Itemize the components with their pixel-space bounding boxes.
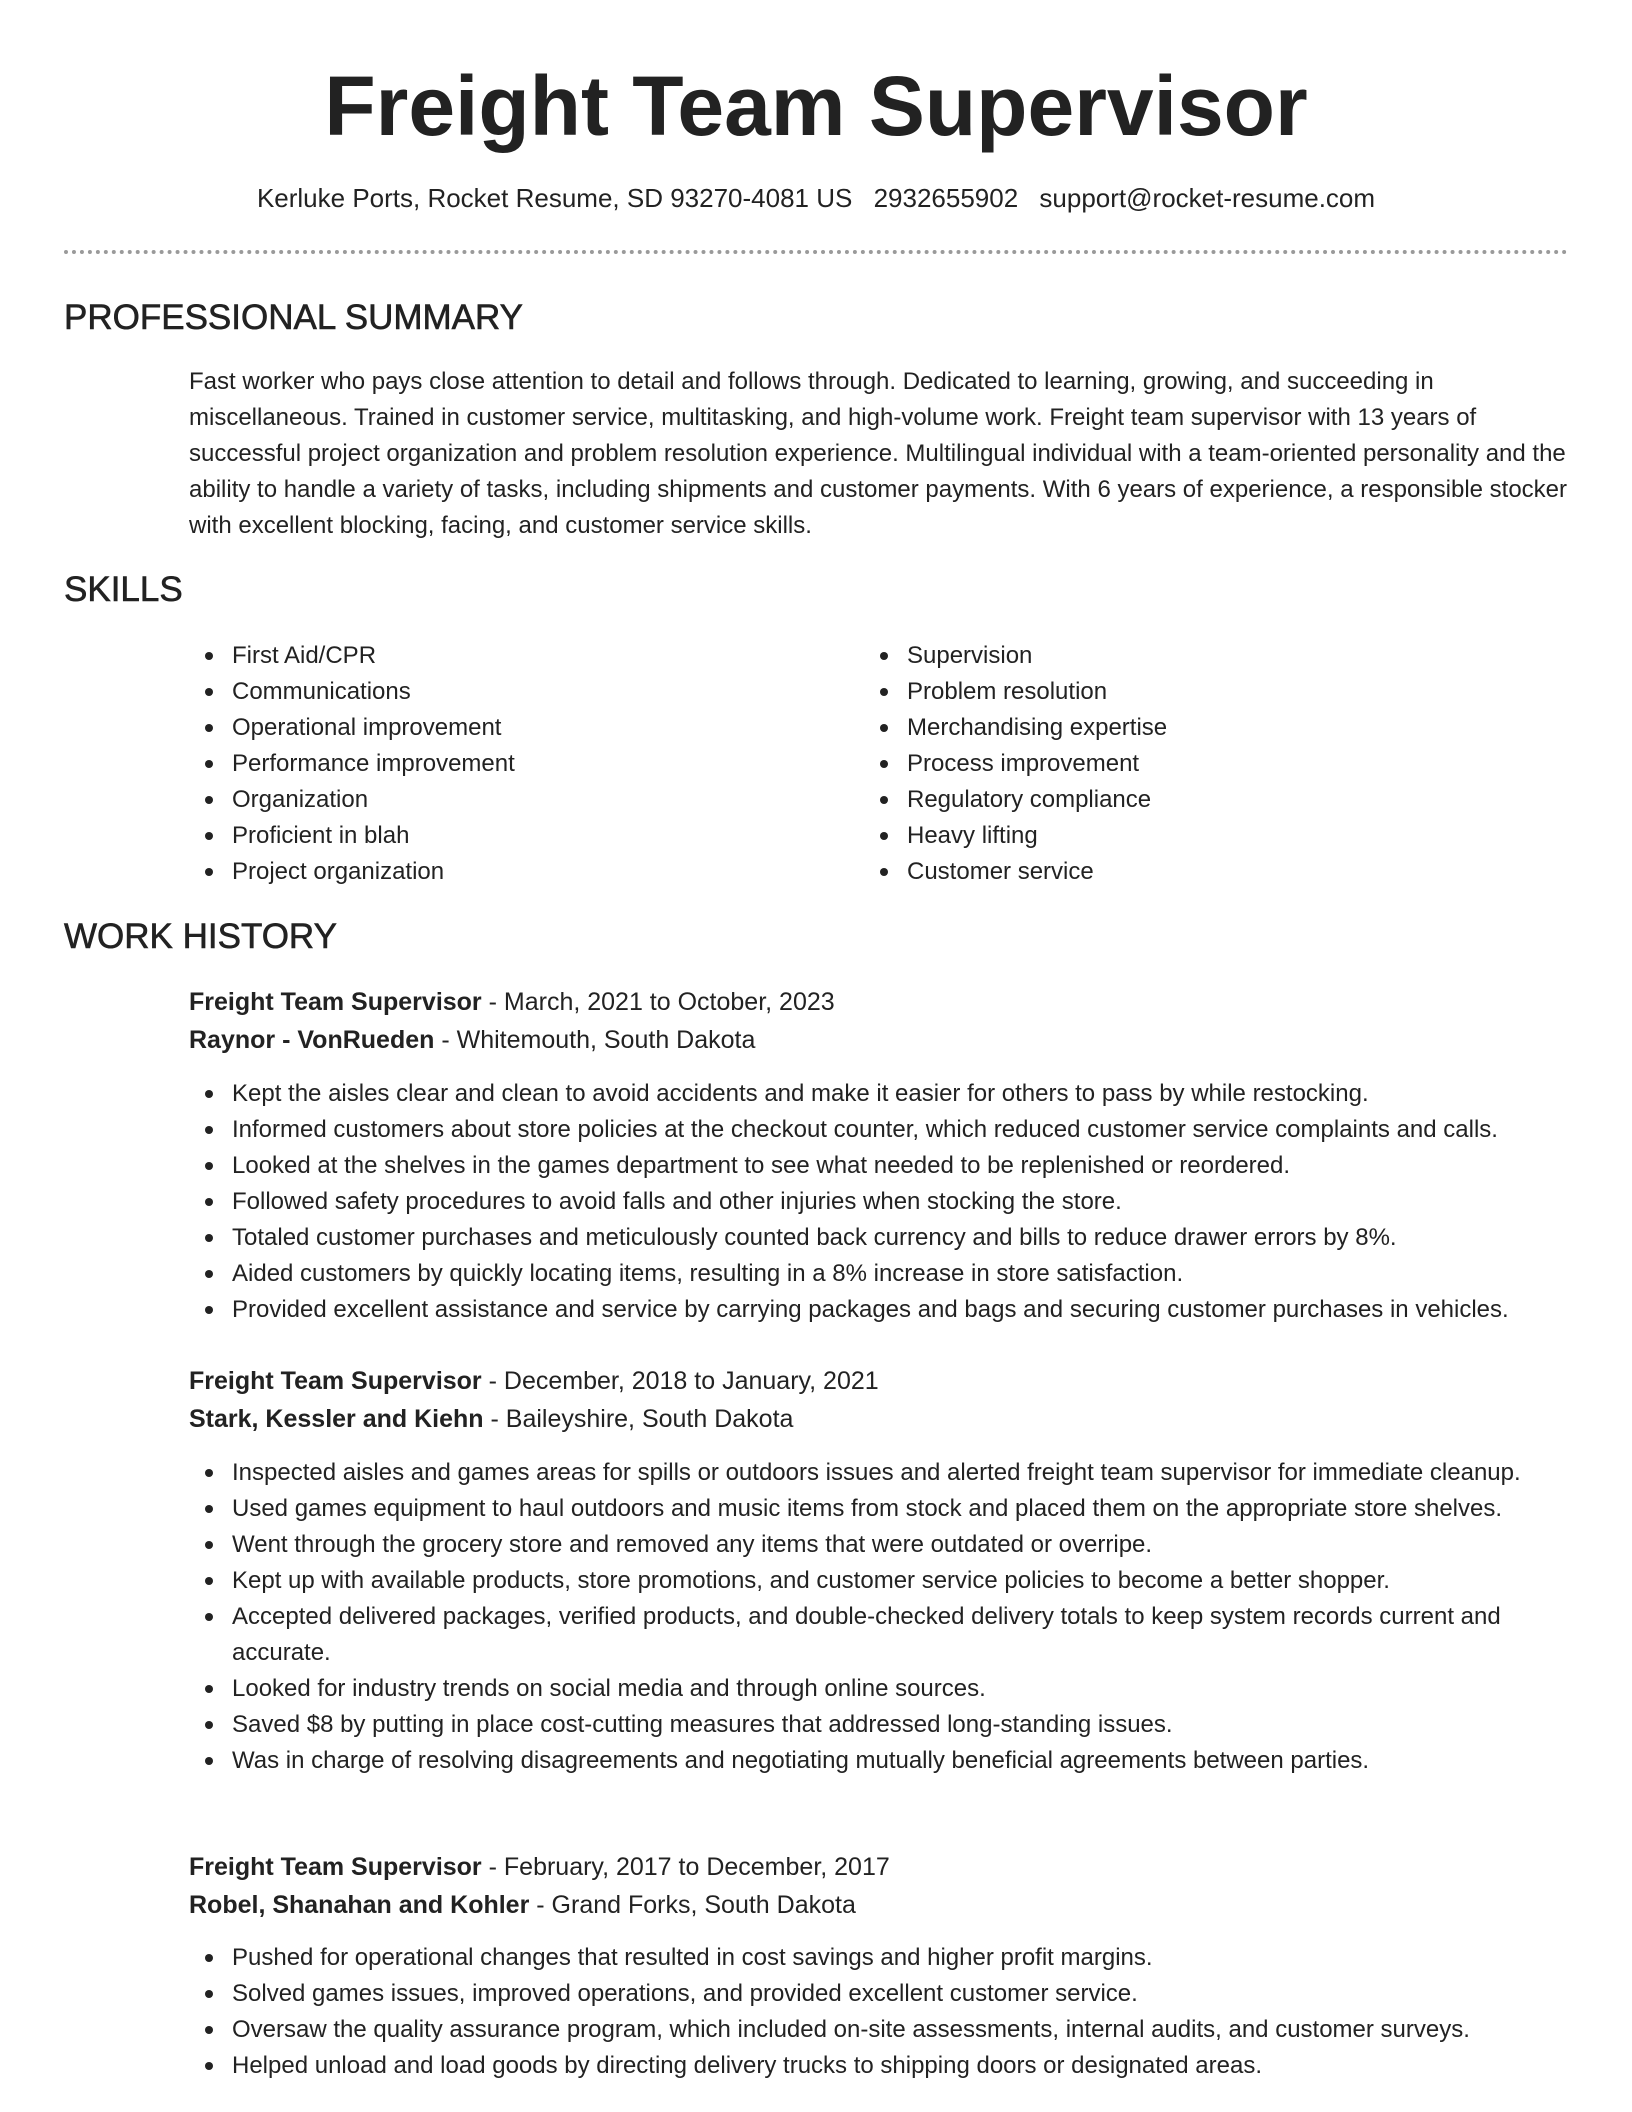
job-role: Freight Team Supervisor: [189, 1367, 482, 1395]
skill-item: Problem resolution: [864, 674, 1484, 710]
job-bullet: Kept up with available products, store promotions, and customer service policies to become a better shopper.: [189, 1563, 1589, 1599]
skills-list-right: [864, 638, 1484, 890]
job-bullets: [189, 1076, 1589, 1328]
job-bullet: Totaled customer purchases and meticulously counted back currency and bills to reduce drawer errors by 8%.: [189, 1220, 1589, 1256]
skill-item: Merchandising expertise: [864, 710, 1484, 746]
skill-item: Proficient in blah: [189, 818, 809, 854]
skills-list-left: [189, 638, 809, 890]
job-bullet: Was in charge of resolving disagreements and negotiating mutually beneficial agreements between parties.: [189, 1743, 1589, 1779]
job-company: Robel, Shanahan and Kohler: [189, 1891, 530, 1919]
job-bullet: Provided excellent assistance and service by carrying packages and bags and securing customer purchases in vehicles.: [189, 1292, 1589, 1328]
contact-email: support@rocket-resume.com: [1039, 183, 1376, 213]
job-bullets: [189, 1455, 1589, 1779]
job-bullet: Oversaw the quality assurance program, which included on-site assessments, internal audits, and customer surveys.: [189, 2012, 1589, 2048]
resume-name: Freight Team Supervisor: [324, 59, 1308, 153]
job-title-line: [189, 1848, 890, 1886]
section-title-skills: SKILLS: [64, 570, 183, 609]
job-location: - Whitemouth, South Dakota: [434, 1026, 756, 1054]
contact-line: [0, 180, 1632, 216]
job-bullet: Inspected aisles and games areas for spills or outdoors issues and alerted freight team supervisor for immediate cleanup.: [189, 1455, 1589, 1491]
job-bullet: Pushed for operational changes that resulted in cost savings and higher profit margins.: [189, 1940, 1589, 1976]
job-company-line: [189, 1021, 755, 1059]
job-bullet: Kept the aisles clear and clean to avoid accidents and make it easier for others to pass by while restocking.: [189, 1076, 1589, 1112]
job-bullet: Aided customers by quickly locating items, resulting in a 8% increase in store satisfaction.: [189, 1256, 1589, 1292]
skill-item: Organization: [189, 782, 809, 818]
job-location: - Baileyshire, South Dakota: [483, 1405, 794, 1433]
job-company-line: [189, 1400, 793, 1438]
contact-address: Kerluke Ports, Rocket Resume, SD 93270-4081 US: [256, 183, 853, 213]
job-company: Raynor - VonRueden: [189, 1026, 435, 1054]
skill-item: First Aid/CPR: [189, 638, 809, 674]
job-bullet: Solved games issues, improved operations, and provided excellent customer service.: [189, 1976, 1589, 2012]
header-divider: [64, 250, 1568, 254]
job-company: Stark, Kessler and Kiehn: [189, 1405, 484, 1433]
job-dates: - December, 2018 to January, 2021: [481, 1367, 879, 1395]
job-title-line: [189, 983, 835, 1021]
job-role: Freight Team Supervisor: [189, 1853, 482, 1881]
job-location: - Grand Forks, South Dakota: [529, 1891, 856, 1919]
job-company-line: [189, 1886, 856, 1924]
job-dates: - March, 2021 to October, 2023: [481, 988, 835, 1016]
skill-item: Regulatory compliance: [864, 782, 1484, 818]
skill-item: Customer service: [864, 854, 1484, 890]
job-bullet: Helped unload and load goods by directing delivery trucks to shipping doors or designated areas.: [189, 2048, 1589, 2084]
job-bullet: Informed customers about store policies at the checkout counter, which reduced customer service complaints and calls.: [189, 1112, 1589, 1148]
skill-item: Process improvement: [864, 746, 1484, 782]
skill-item: Supervision: [864, 638, 1484, 674]
job-bullet: Went through the grocery store and removed any items that were outdated or overripe.: [189, 1527, 1589, 1563]
skill-item: Project organization: [189, 854, 809, 890]
contact-phone: 2932655902: [873, 183, 1019, 213]
section-title-summary: PROFESSIONAL SUMMARY: [64, 298, 523, 337]
skill-item: Heavy lifting: [864, 818, 1484, 854]
skill-item: Communications: [189, 674, 809, 710]
section-title-work-history: WORK HISTORY: [64, 917, 337, 956]
job-bullet: Looked at the shelves in the games department to see what needed to be replenished or reordered.: [189, 1148, 1589, 1184]
job-bullets: [189, 1940, 1589, 2084]
job-bullet: Used games equipment to haul outdoors and music items from stock and placed them on the appropriate store shelves.: [189, 1491, 1589, 1527]
job-bullet: Saved $8 by putting in place cost-cutting measures that addressed long-standing issues.: [189, 1707, 1589, 1743]
skill-item: Operational improvement: [189, 710, 809, 746]
job-bullet: Accepted delivered packages, verified products, and double-checked delivery totals to keep system records current and accurate.: [189, 1599, 1589, 1671]
summary-text: Fast worker who pays close attention to detail and follows through. Dedicated to learning, growing, and succeeding in miscellaneous. Trained in customer service, multitasking, and high-volume work. Freight team supervisor with 13 years of successful project organization and problem resolution experience. Multilingual individual with a team-oriented personality and the ability to handle a variety of tasks, including shipments and customer payments. With 6 years of experience, a responsible stocker with excellent blocking, facing, and customer service skills.: [189, 368, 1568, 539]
job-bullet: Looked for industry trends on social media and through online sources.: [189, 1671, 1589, 1707]
job-role: Freight Team Supervisor: [189, 988, 482, 1016]
job-dates: - February, 2017 to December, 2017: [481, 1853, 890, 1881]
job-title-line: [189, 1362, 879, 1400]
skill-item: Performance improvement: [189, 746, 809, 782]
job-bullet: Followed safety procedures to avoid falls and other injuries when stocking the store.: [189, 1184, 1589, 1220]
